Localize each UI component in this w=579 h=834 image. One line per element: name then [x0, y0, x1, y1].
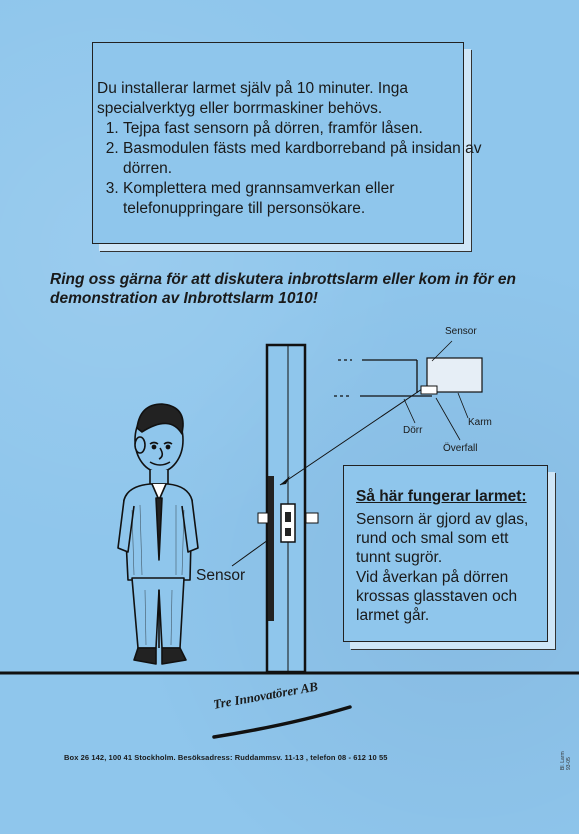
- how-it-works-paragraph: Sensorn är gjord av glas, rund och smal som ett tunnt sugrör.: [356, 511, 529, 566]
- door-sensor-strip: [268, 476, 274, 621]
- door-handle-right: [306, 513, 318, 523]
- lock-plate-slot: [285, 512, 291, 522]
- lock-plate: [281, 504, 295, 542]
- overfall-label: Överfall: [443, 443, 478, 454]
- sensor-detail-label: Sensor: [445, 326, 477, 337]
- installation-step: 2. Basmodulen fästs med kardborreband på insidan av dörren.: [123, 139, 483, 179]
- door-handle-left: [258, 513, 268, 523]
- sensor-label-leader: [232, 540, 268, 566]
- overfall-bolt: [421, 386, 437, 394]
- lock-plate-slot-lower: [285, 528, 291, 536]
- company-logo-text: Tre Innovatörer AB: [212, 678, 319, 712]
- installation-step: 3. Komplettera med grannsamverkan eller telefonuppringare till personsökare.: [123, 179, 483, 219]
- installation-lead-text: Du installerar larmet själv på 10 minuter. Inga specialverktyg eller borrmaskiner behövs.: [97, 80, 409, 117]
- call-to-action-tagline: Ring oss gärna för att diskutera inbrottslarm eller kom in för en demonstration av Inbrottslarm 1010!: [50, 271, 516, 307]
- karm-label: Karm: [468, 417, 492, 428]
- how-it-works-box: [343, 465, 548, 642]
- document-code: Bl. Larm 93-05: [560, 751, 572, 770]
- how-it-works-paragraph: Vid åverkan på dörren krossas glasstaven och larmet går.: [356, 569, 518, 624]
- cartoon-man-figure: [118, 404, 198, 664]
- door-sensor-label: Sensor: [196, 567, 246, 584]
- how-it-works-title: Så här fungerar larmet:: [356, 488, 527, 505]
- installation-step: 1. Tejpa fast sensorn på dörren, framför låsen.: [123, 119, 483, 139]
- company-address: Box 26 142, 100 41 Stockholm. Besöksadress: Ruddammsv. 11-13 , telefon 08 - 612 10 55: [64, 753, 388, 762]
- logo-swoosh: [214, 707, 350, 737]
- dorr-label: Dörr: [403, 425, 423, 436]
